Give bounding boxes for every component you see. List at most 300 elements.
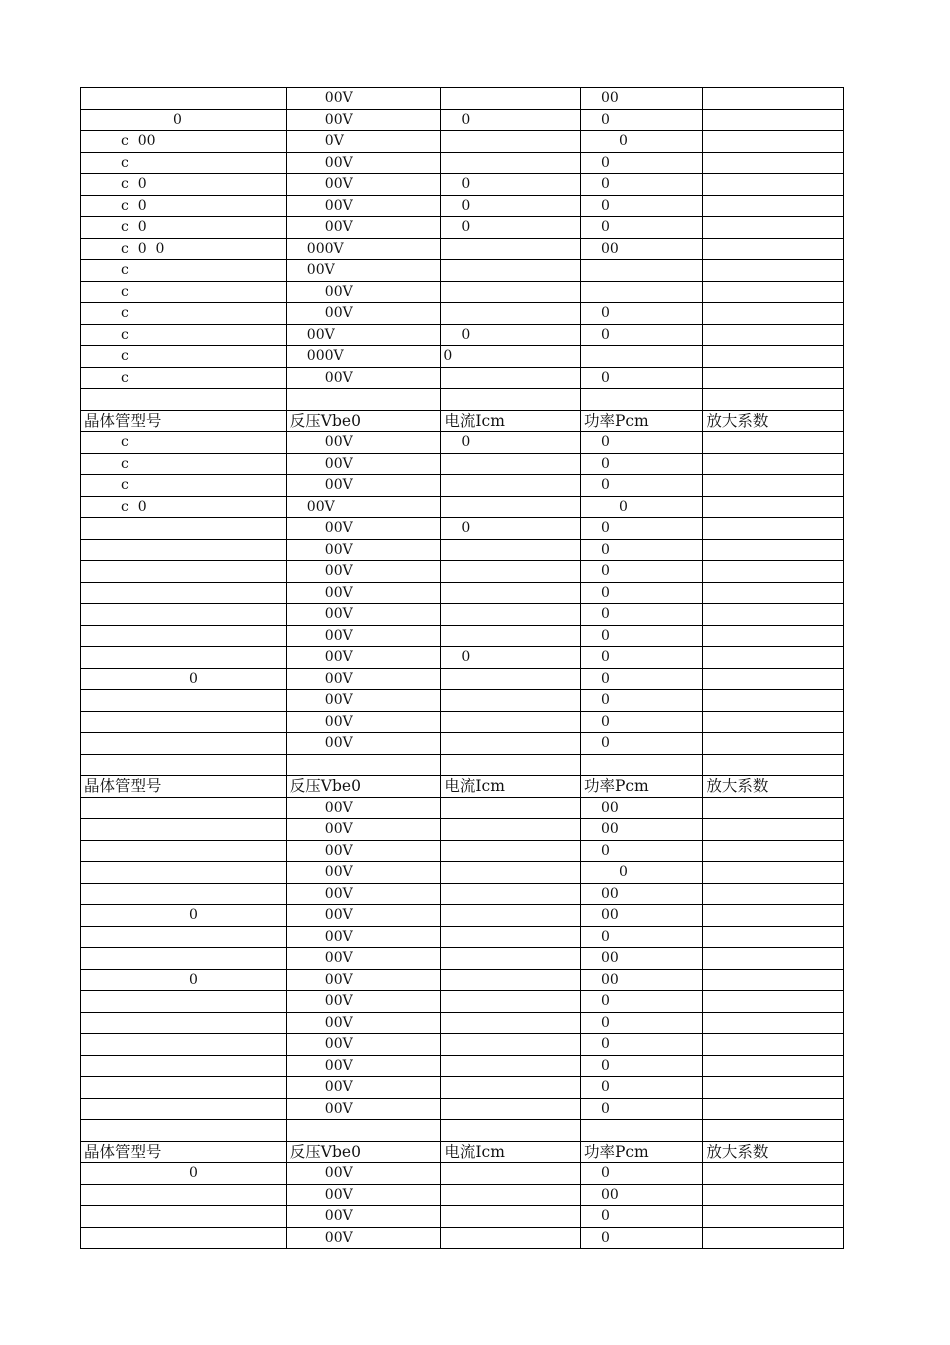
pcm-cell: 00 bbox=[580, 883, 702, 905]
pcm-cell: 0 bbox=[580, 324, 702, 346]
vbe0-cell: 000V bbox=[286, 238, 441, 260]
vbe0-cell: 00V bbox=[286, 668, 441, 690]
gain-cell bbox=[703, 1120, 844, 1142]
header-pcm: 功率Pcm bbox=[580, 410, 702, 432]
model-cell bbox=[81, 1227, 287, 1249]
header-vbe0: 反压Vbe0 bbox=[286, 1141, 441, 1163]
gain-cell bbox=[703, 926, 844, 948]
gain-cell bbox=[703, 367, 844, 389]
pcm-cell: 0 bbox=[580, 1227, 702, 1249]
model-cell: c 0 bbox=[81, 217, 287, 239]
header-vbe0: 反压Vbe0 bbox=[286, 410, 441, 432]
table-row bbox=[81, 668, 844, 690]
gain-cell bbox=[703, 625, 844, 647]
table-row bbox=[81, 969, 844, 991]
icm-cell bbox=[441, 1098, 581, 1120]
vbe0-cell: 00V bbox=[286, 324, 441, 346]
icm-cell bbox=[441, 475, 581, 497]
gain-cell bbox=[703, 1184, 844, 1206]
vbe0-cell: 00V bbox=[286, 711, 441, 733]
model-cell: c bbox=[81, 303, 287, 325]
icm-cell bbox=[441, 389, 581, 411]
pcm-cell: 0 bbox=[580, 1206, 702, 1228]
icm-cell bbox=[441, 625, 581, 647]
icm-cell bbox=[441, 604, 581, 626]
icm-cell bbox=[441, 1120, 581, 1142]
table-row bbox=[81, 561, 844, 583]
table-row bbox=[81, 948, 844, 970]
model-cell: 0 bbox=[81, 969, 287, 991]
table-row bbox=[81, 1184, 844, 1206]
vbe0-cell: 00V bbox=[286, 432, 441, 454]
table-row bbox=[81, 518, 844, 540]
model-cell bbox=[81, 582, 287, 604]
icm-cell: 0 bbox=[441, 174, 581, 196]
vbe0-cell: 00V bbox=[286, 109, 441, 131]
gain-cell bbox=[703, 324, 844, 346]
pcm-cell: 0 bbox=[580, 625, 702, 647]
pcm-cell: 0 bbox=[580, 561, 702, 583]
gain-cell bbox=[703, 819, 844, 841]
icm-cell bbox=[441, 1184, 581, 1206]
pcm-cell: 0 bbox=[580, 991, 702, 1013]
icm-cell bbox=[441, 797, 581, 819]
icm-cell bbox=[441, 733, 581, 755]
icm-cell bbox=[441, 238, 581, 260]
vbe0-cell: 00V bbox=[286, 582, 441, 604]
vbe0-cell: 00V bbox=[286, 561, 441, 583]
header-icm: 电流Icm bbox=[441, 410, 581, 432]
icm-cell bbox=[441, 1034, 581, 1056]
pcm-cell: 00 bbox=[580, 88, 702, 110]
table-row bbox=[81, 1055, 844, 1077]
table-row bbox=[81, 711, 844, 733]
table-row bbox=[81, 152, 844, 174]
icm-cell: 0 bbox=[441, 647, 581, 669]
table-row bbox=[81, 109, 844, 131]
pcm-cell: 0 bbox=[580, 303, 702, 325]
icm-cell: 0 bbox=[441, 195, 581, 217]
pcm-cell: 0 bbox=[580, 1163, 702, 1185]
gain-cell bbox=[703, 174, 844, 196]
gain-cell bbox=[703, 238, 844, 260]
icm-cell: 0 bbox=[441, 324, 581, 346]
pcm-cell: 0 bbox=[580, 453, 702, 475]
pcm-cell: 0 bbox=[580, 1098, 702, 1120]
vbe0-cell: 00V bbox=[286, 518, 441, 540]
gain-cell bbox=[703, 905, 844, 927]
header-model: 晶体管型号 bbox=[81, 776, 287, 798]
gain-cell bbox=[703, 109, 844, 131]
model-cell bbox=[81, 733, 287, 755]
gain-cell bbox=[703, 475, 844, 497]
model-cell bbox=[81, 1055, 287, 1077]
pcm-cell: 00 bbox=[580, 238, 702, 260]
model-cell bbox=[81, 539, 287, 561]
pcm-cell: 0 bbox=[580, 668, 702, 690]
model-cell: 0 bbox=[81, 1163, 287, 1185]
vbe0-cell: 00V bbox=[286, 88, 441, 110]
pcm-cell: 0 bbox=[580, 475, 702, 497]
vbe0-cell: 00V bbox=[286, 152, 441, 174]
model-cell bbox=[81, 88, 287, 110]
table-row bbox=[81, 1034, 844, 1056]
model-cell bbox=[81, 1098, 287, 1120]
model-cell: c 0 0 bbox=[81, 238, 287, 260]
gain-cell bbox=[703, 260, 844, 282]
vbe0-cell: 00V bbox=[286, 1012, 441, 1034]
pcm-cell: 0 bbox=[580, 582, 702, 604]
vbe0-cell: 00V bbox=[286, 625, 441, 647]
pcm-cell: 00 bbox=[580, 969, 702, 991]
model-cell bbox=[81, 604, 287, 626]
gain-cell bbox=[703, 690, 844, 712]
icm-cell bbox=[441, 690, 581, 712]
pcm-cell: 0 bbox=[580, 174, 702, 196]
vbe0-cell: 00V bbox=[286, 367, 441, 389]
pcm-cell: 0 bbox=[580, 518, 702, 540]
icm-cell bbox=[441, 1163, 581, 1185]
table-row bbox=[81, 1012, 844, 1034]
gain-cell bbox=[703, 432, 844, 454]
vbe0-cell bbox=[286, 389, 441, 411]
table-row bbox=[81, 475, 844, 497]
pcm-cell: 00 bbox=[580, 819, 702, 841]
vbe0-cell: 00V bbox=[286, 195, 441, 217]
vbe0-cell: 00V bbox=[286, 496, 441, 518]
pcm-cell: 0 bbox=[580, 926, 702, 948]
icm-cell bbox=[441, 819, 581, 841]
pcm-cell: 0 bbox=[580, 109, 702, 131]
header-gain: 放大系数 bbox=[703, 410, 844, 432]
table-row bbox=[81, 131, 844, 153]
gain-cell bbox=[703, 948, 844, 970]
vbe0-cell: 00V bbox=[286, 260, 441, 282]
table-row bbox=[81, 281, 844, 303]
model-cell: c 0 bbox=[81, 174, 287, 196]
table-row bbox=[81, 217, 844, 239]
header-icm: 电流Icm bbox=[441, 1141, 581, 1163]
model-cell: c 00 bbox=[81, 131, 287, 153]
gain-cell bbox=[703, 1227, 844, 1249]
icm-cell bbox=[441, 926, 581, 948]
gain-cell bbox=[703, 281, 844, 303]
table-row bbox=[81, 1206, 844, 1228]
model-cell bbox=[81, 1012, 287, 1034]
model-cell bbox=[81, 948, 287, 970]
table-row bbox=[81, 625, 844, 647]
pcm-cell: 00 bbox=[580, 1184, 702, 1206]
table-row bbox=[81, 819, 844, 841]
vbe0-cell: 00V bbox=[286, 883, 441, 905]
pcm-cell: 0 bbox=[580, 711, 702, 733]
model-cell: c bbox=[81, 324, 287, 346]
icm-cell bbox=[441, 1206, 581, 1228]
icm-cell bbox=[441, 281, 581, 303]
pcm-cell: 0 bbox=[580, 733, 702, 755]
model-cell bbox=[81, 819, 287, 841]
gain-cell bbox=[703, 131, 844, 153]
icm-cell bbox=[441, 840, 581, 862]
blank-row bbox=[81, 389, 844, 411]
table-row bbox=[81, 926, 844, 948]
icm-cell bbox=[441, 754, 581, 776]
icm-cell: 0 bbox=[441, 217, 581, 239]
vbe0-cell: 00V bbox=[286, 1034, 441, 1056]
vbe0-cell: 00V bbox=[286, 733, 441, 755]
table-row bbox=[81, 1227, 844, 1249]
pcm-cell: 0 bbox=[580, 195, 702, 217]
icm-cell bbox=[441, 303, 581, 325]
table-row bbox=[81, 496, 844, 518]
table-row bbox=[81, 840, 844, 862]
table-row bbox=[81, 690, 844, 712]
vbe0-cell: 00V bbox=[286, 690, 441, 712]
model-cell bbox=[81, 991, 287, 1013]
model-cell bbox=[81, 1184, 287, 1206]
header-pcm: 功率Pcm bbox=[580, 776, 702, 798]
table-row bbox=[81, 905, 844, 927]
model-cell bbox=[81, 690, 287, 712]
table-row bbox=[81, 1163, 844, 1185]
gain-cell bbox=[703, 1163, 844, 1185]
icm-cell bbox=[441, 883, 581, 905]
table-row bbox=[81, 604, 844, 626]
model-cell bbox=[81, 561, 287, 583]
blank-row bbox=[81, 1120, 844, 1142]
model-cell bbox=[81, 1034, 287, 1056]
header-vbe0: 反压Vbe0 bbox=[286, 776, 441, 798]
pcm-cell: 0 bbox=[580, 152, 702, 174]
pcm-cell: 0 bbox=[580, 1034, 702, 1056]
model-cell bbox=[81, 1206, 287, 1228]
table-row bbox=[81, 367, 844, 389]
model-cell bbox=[81, 754, 287, 776]
model-cell: 0 bbox=[81, 668, 287, 690]
gain-cell bbox=[703, 217, 844, 239]
model-cell: c bbox=[81, 346, 287, 368]
table-row bbox=[81, 174, 844, 196]
table-row bbox=[81, 883, 844, 905]
vbe0-cell: 00V bbox=[286, 819, 441, 841]
header-pcm: 功率Pcm bbox=[580, 1141, 702, 1163]
table-row bbox=[81, 1077, 844, 1099]
vbe0-cell: 00V bbox=[286, 1184, 441, 1206]
gain-cell bbox=[703, 539, 844, 561]
pcm-cell: 0 bbox=[580, 1055, 702, 1077]
model-cell bbox=[81, 883, 287, 905]
icm-cell bbox=[441, 367, 581, 389]
table-row bbox=[81, 432, 844, 454]
model-cell bbox=[81, 926, 287, 948]
model-cell bbox=[81, 647, 287, 669]
vbe0-cell: 00V bbox=[286, 1055, 441, 1077]
table-row bbox=[81, 991, 844, 1013]
header-gain: 放大系数 bbox=[703, 1141, 844, 1163]
gain-cell bbox=[703, 754, 844, 776]
pcm-cell: 0 bbox=[580, 539, 702, 561]
pcm-cell: 0 bbox=[580, 1077, 702, 1099]
gain-cell bbox=[703, 1098, 844, 1120]
pcm-cell: 0 bbox=[580, 604, 702, 626]
vbe0-cell: 000V bbox=[286, 346, 441, 368]
table-header-row bbox=[81, 1141, 844, 1163]
header-model: 晶体管型号 bbox=[81, 410, 287, 432]
model-cell bbox=[81, 625, 287, 647]
pcm-cell bbox=[580, 1120, 702, 1142]
icm-cell bbox=[441, 152, 581, 174]
model-cell: c bbox=[81, 475, 287, 497]
gain-cell bbox=[703, 1034, 844, 1056]
icm-cell bbox=[441, 453, 581, 475]
pcm-cell: 00 bbox=[580, 905, 702, 927]
gain-cell bbox=[703, 969, 844, 991]
gain-cell bbox=[703, 1012, 844, 1034]
icm-cell bbox=[441, 131, 581, 153]
gain-cell bbox=[703, 1206, 844, 1228]
table-row bbox=[81, 862, 844, 884]
vbe0-cell: 00V bbox=[286, 1163, 441, 1185]
table-row bbox=[81, 582, 844, 604]
gain-cell bbox=[703, 711, 844, 733]
table-header-row bbox=[81, 776, 844, 798]
icm-cell bbox=[441, 1227, 581, 1249]
vbe0-cell: 00V bbox=[286, 948, 441, 970]
pcm-cell: 0 bbox=[580, 690, 702, 712]
icm-cell bbox=[441, 991, 581, 1013]
pcm-cell: 0 bbox=[580, 1012, 702, 1034]
vbe0-cell: 00V bbox=[286, 905, 441, 927]
gain-cell bbox=[703, 1077, 844, 1099]
header-model: 晶体管型号 bbox=[81, 1141, 287, 1163]
table-row bbox=[81, 647, 844, 669]
vbe0-cell bbox=[286, 754, 441, 776]
table-body bbox=[81, 88, 844, 1249]
vbe0-cell: 00V bbox=[286, 991, 441, 1013]
vbe0-cell: 00V bbox=[286, 1098, 441, 1120]
model-cell: c bbox=[81, 152, 287, 174]
icm-cell bbox=[441, 948, 581, 970]
vbe0-cell bbox=[286, 1120, 441, 1142]
icm-cell bbox=[441, 862, 581, 884]
table-row bbox=[81, 324, 844, 346]
table-row bbox=[81, 195, 844, 217]
pcm-cell bbox=[580, 754, 702, 776]
table-header-row bbox=[81, 410, 844, 432]
vbe0-cell: 00V bbox=[286, 217, 441, 239]
table-row bbox=[81, 88, 844, 110]
icm-cell: 0 bbox=[441, 346, 581, 368]
model-cell bbox=[81, 389, 287, 411]
gain-cell bbox=[703, 561, 844, 583]
table-row bbox=[81, 733, 844, 755]
model-cell bbox=[81, 1120, 287, 1142]
pcm-cell bbox=[580, 346, 702, 368]
model-cell bbox=[81, 862, 287, 884]
gain-cell bbox=[703, 195, 844, 217]
icm-cell: 0 bbox=[441, 109, 581, 131]
model-cell: 0 bbox=[81, 905, 287, 927]
gain-cell bbox=[703, 604, 844, 626]
gain-cell bbox=[703, 389, 844, 411]
pcm-cell: 0 bbox=[580, 217, 702, 239]
vbe0-cell: 00V bbox=[286, 1077, 441, 1099]
icm-cell: 0 bbox=[441, 432, 581, 454]
model-cell: c 0 bbox=[81, 195, 287, 217]
table-row bbox=[81, 238, 844, 260]
icm-cell bbox=[441, 905, 581, 927]
icm-cell bbox=[441, 88, 581, 110]
model-cell bbox=[81, 1077, 287, 1099]
gain-cell bbox=[703, 453, 844, 475]
model-cell: c bbox=[81, 432, 287, 454]
icm-cell bbox=[441, 1077, 581, 1099]
gain-cell bbox=[703, 346, 844, 368]
pcm-cell bbox=[580, 281, 702, 303]
model-cell: c bbox=[81, 281, 287, 303]
pcm-cell: 0 bbox=[580, 496, 702, 518]
gain-cell bbox=[703, 303, 844, 325]
pcm-cell bbox=[580, 389, 702, 411]
vbe0-cell: 00V bbox=[286, 647, 441, 669]
icm-cell bbox=[441, 539, 581, 561]
gain-cell bbox=[703, 88, 844, 110]
vbe0-cell: 00V bbox=[286, 862, 441, 884]
pcm-cell: 0 bbox=[580, 647, 702, 669]
model-cell: 0 bbox=[81, 109, 287, 131]
pcm-cell: 0 bbox=[580, 432, 702, 454]
gain-cell bbox=[703, 733, 844, 755]
vbe0-cell: 00V bbox=[286, 840, 441, 862]
transistor-spec-table bbox=[80, 87, 844, 1249]
blank-row bbox=[81, 754, 844, 776]
model-cell bbox=[81, 840, 287, 862]
vbe0-cell: 00V bbox=[286, 969, 441, 991]
vbe0-cell: 00V bbox=[286, 1206, 441, 1228]
table-row bbox=[81, 797, 844, 819]
vbe0-cell: 00V bbox=[286, 174, 441, 196]
vbe0-cell: 00V bbox=[286, 453, 441, 475]
gain-cell bbox=[703, 883, 844, 905]
table-row bbox=[81, 1098, 844, 1120]
table-row bbox=[81, 539, 844, 561]
table-row bbox=[81, 346, 844, 368]
gain-cell bbox=[703, 840, 844, 862]
gain-cell bbox=[703, 152, 844, 174]
header-gain: 放大系数 bbox=[703, 776, 844, 798]
icm-cell bbox=[441, 496, 581, 518]
icm-cell bbox=[441, 668, 581, 690]
pcm-cell: 0 bbox=[580, 840, 702, 862]
gain-cell bbox=[703, 518, 844, 540]
pcm-cell: 0 bbox=[580, 131, 702, 153]
table-row bbox=[81, 260, 844, 282]
icm-cell bbox=[441, 1012, 581, 1034]
pcm-cell: 00 bbox=[580, 797, 702, 819]
model-cell bbox=[81, 518, 287, 540]
gain-cell bbox=[703, 1055, 844, 1077]
gain-cell bbox=[703, 668, 844, 690]
gain-cell bbox=[703, 582, 844, 604]
vbe0-cell: 00V bbox=[286, 797, 441, 819]
header-icm: 电流Icm bbox=[441, 776, 581, 798]
model-cell bbox=[81, 711, 287, 733]
pcm-cell: 0 bbox=[580, 862, 702, 884]
pcm-cell: 00 bbox=[580, 948, 702, 970]
model-cell: c bbox=[81, 260, 287, 282]
pcm-cell bbox=[580, 260, 702, 282]
icm-cell bbox=[441, 711, 581, 733]
